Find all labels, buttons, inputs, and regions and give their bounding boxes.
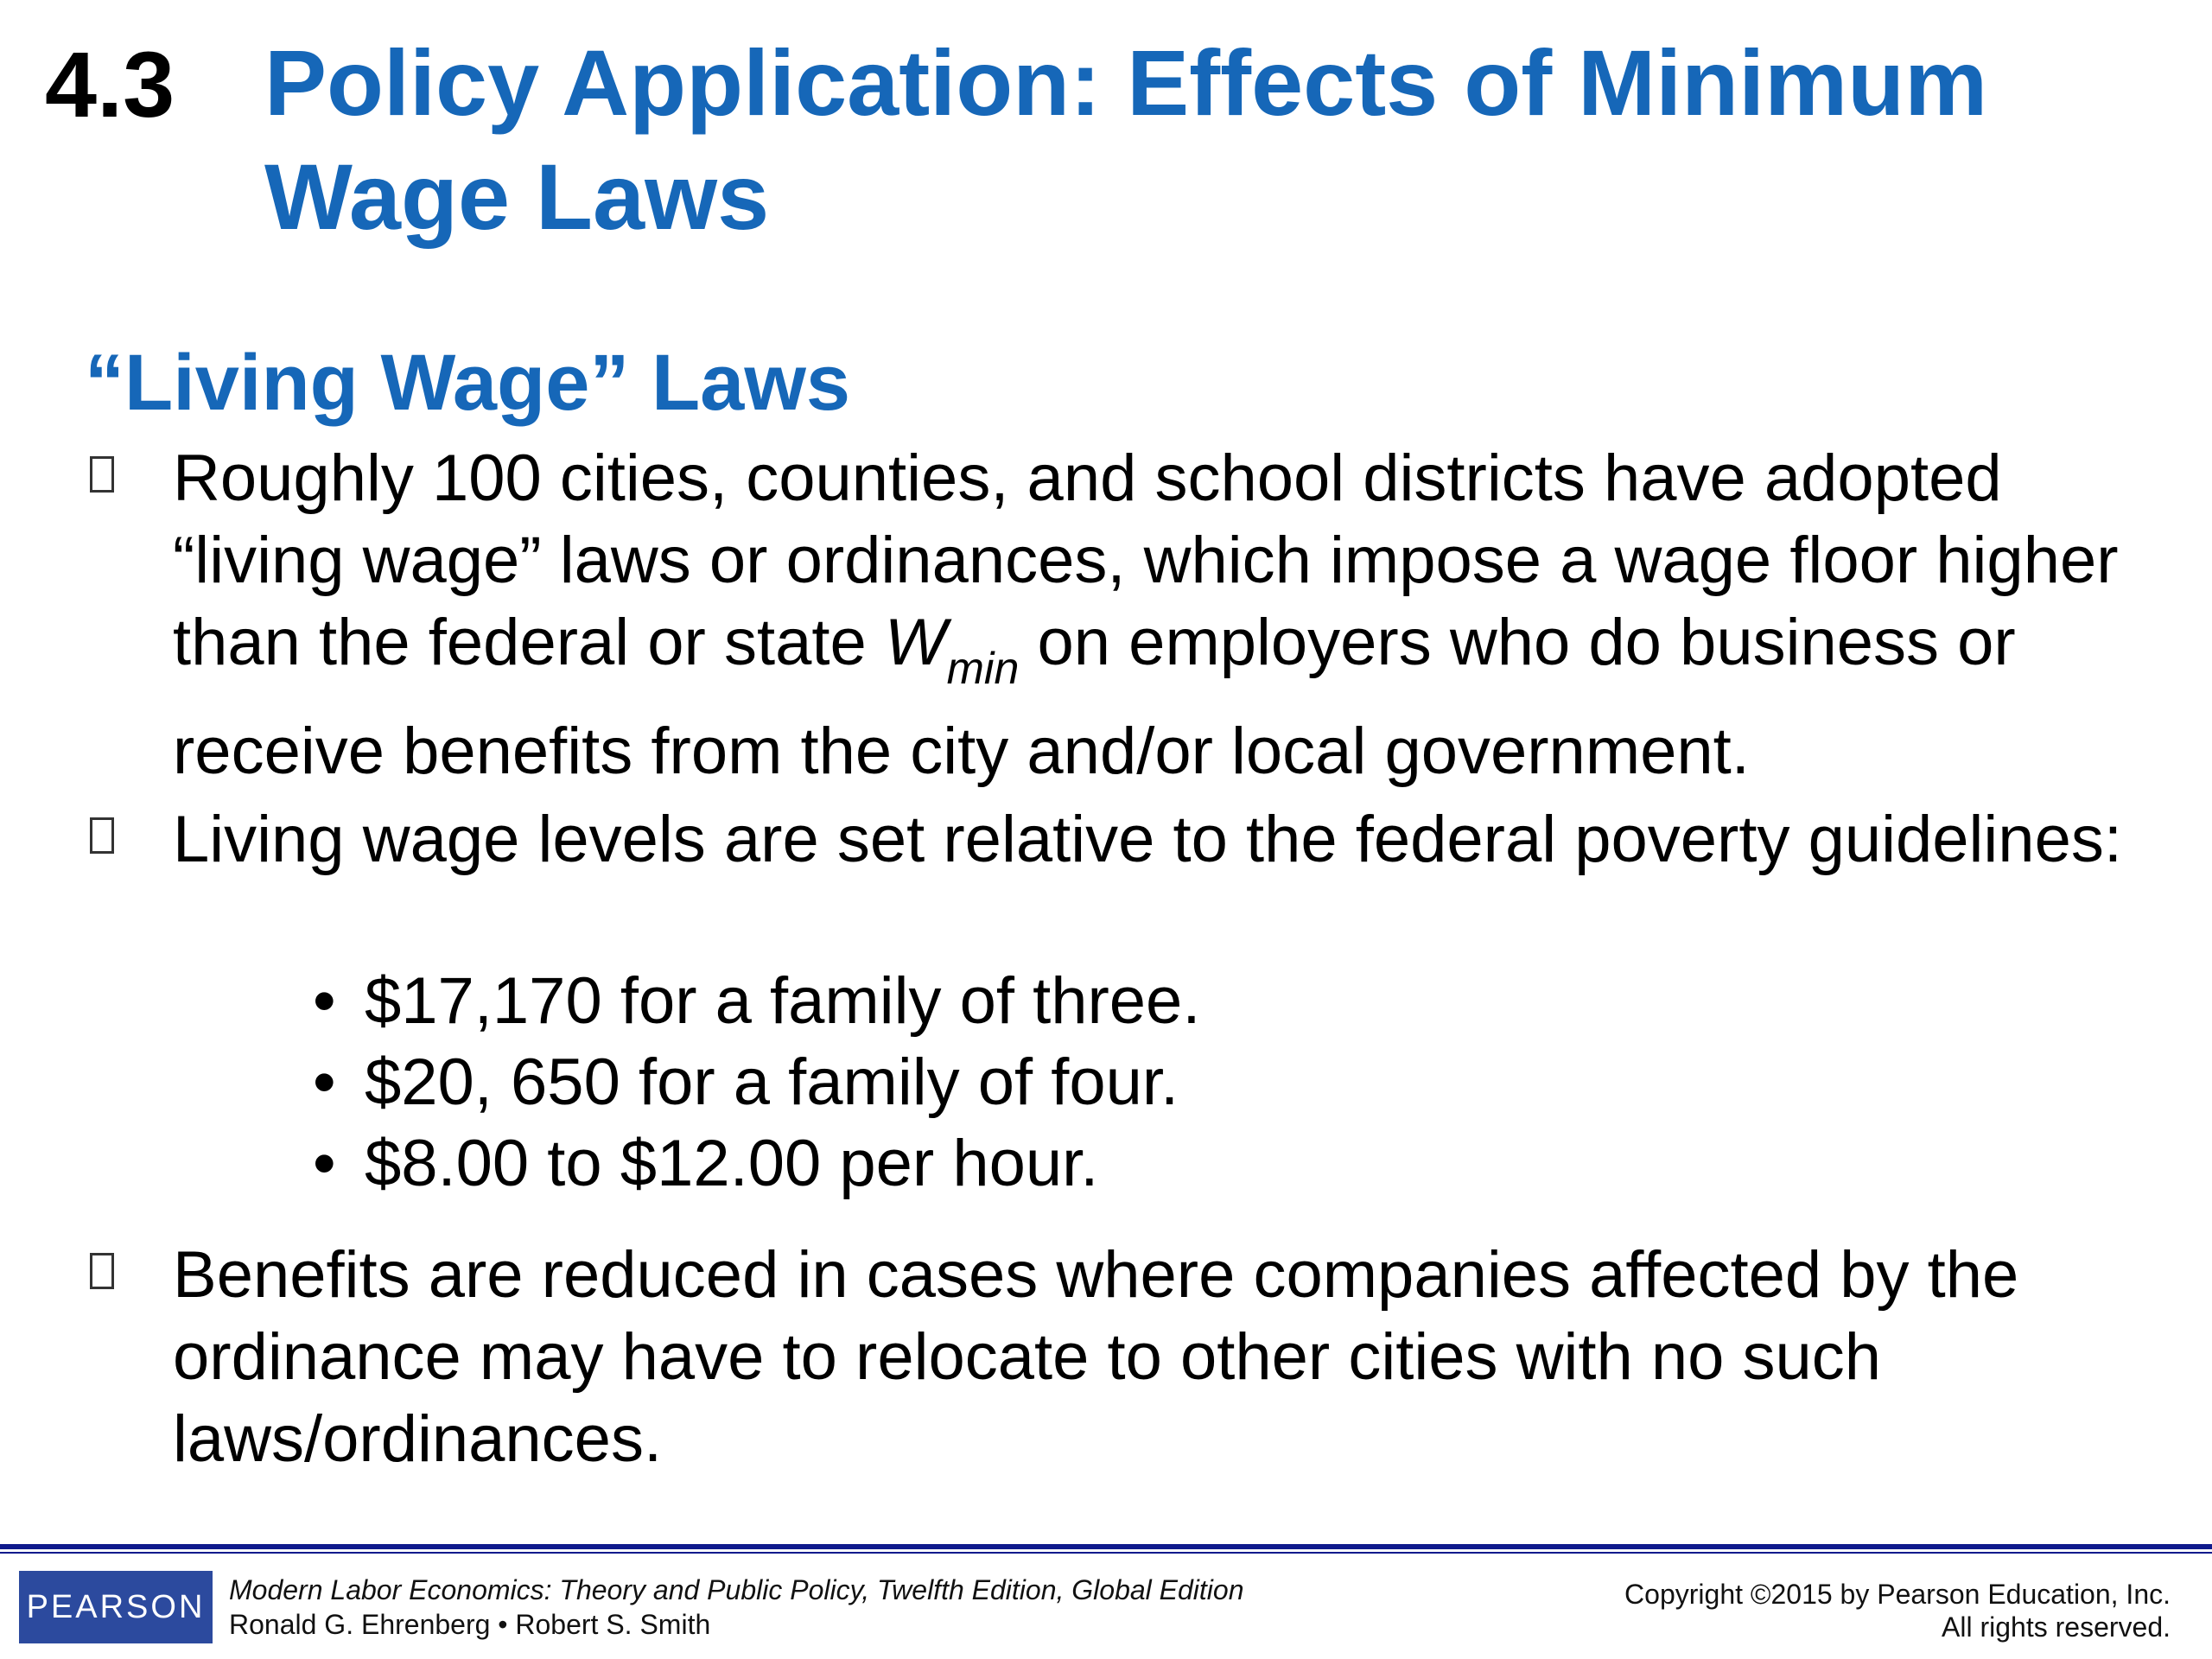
footer-divider — [0, 1544, 2212, 1549]
footer-book-info — [229, 1573, 1244, 1642]
footer-copyright — [1624, 1578, 2171, 1643]
footer-authors: Ronald G. Ehrenberg • Robert S. Smith — [229, 1609, 711, 1640]
copyright-line: Copyright ©2015 by Pearson Education, Inc. — [1624, 1579, 2171, 1610]
bullet-text: Living wage levels are set relative to the federal poverty guidelines: — [173, 803, 2122, 876]
rights-line: All rights reserved. — [1942, 1611, 2171, 1643]
slide-title-line-2: Wage Laws — [264, 144, 770, 249]
bullet-text-part-1: Roughly 100 cities, counties, and school districts have adopted “living wage” laws or ordinances, which impose a wage floor higher than the federal or state — [173, 442, 2119, 679]
list-item — [302, 1123, 1200, 1205]
square-bullet-icon — [90, 1253, 114, 1289]
bullet-text: Benefits are reduced in cases where companies affected by the ordinance may have to relocate to other cities with no such laws/ordinances. — [173, 1238, 2019, 1476]
round-bullet-icon: • — [313, 1046, 336, 1119]
pearson-logo: PEARSON — [19, 1571, 213, 1643]
round-bullet-icon: • — [313, 1127, 336, 1200]
list-item-text: $8.00 to $12.00 per hour. — [365, 1127, 1099, 1200]
bullet-text-part-2: on employers who do business or receive benefits from the city and/or local government. — [173, 606, 2016, 788]
poverty-guidelines-list — [302, 961, 1200, 1205]
square-bullet-icon — [90, 456, 114, 493]
footer-divider-thin — [0, 1552, 2212, 1554]
list-item-text: $20, 650 for a family of four. — [365, 1046, 1179, 1119]
wmin-subscript: min — [946, 644, 1020, 694]
bullet-benefits-reduced — [173, 1234, 2177, 1480]
list-item-text: $17,170 for a family of three. — [365, 964, 1201, 1038]
slide-title — [264, 26, 2165, 254]
square-bullet-icon — [90, 817, 114, 854]
bullet-living-wage-adoption — [173, 437, 2177, 792]
round-bullet-icon: • — [313, 964, 336, 1038]
slide-title-line-1: Policy Application: Effects of Minimum — [264, 30, 1988, 135]
bullet-living-wage-levels — [173, 798, 2177, 880]
section-heading: “Living Wage” Laws — [85, 339, 851, 427]
list-item — [302, 1042, 1200, 1123]
slide-number: 4.3 — [45, 32, 175, 137]
wmin-variable: W — [884, 606, 947, 679]
list-item — [302, 961, 1200, 1042]
footer-book-title: Modern Labor Economics: Theory and Public Policy, Twelfth Edition, Global Edition — [229, 1574, 1244, 1605]
